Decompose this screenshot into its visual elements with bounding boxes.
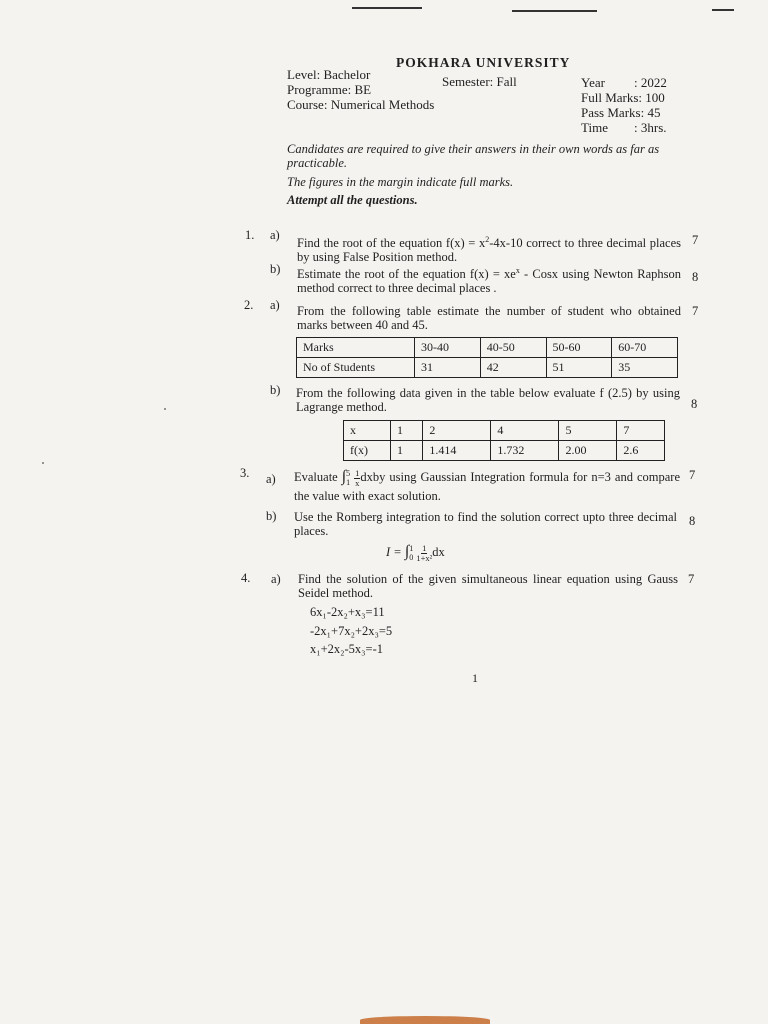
page-number: 1	[472, 671, 478, 685]
instruction-words: Candidates are required to give their answers in their own words as far as practicable.	[287, 142, 660, 170]
table-cell: 1.414	[423, 441, 491, 461]
table-cell: 2.6	[617, 441, 665, 461]
table-cell: 30-40	[415, 338, 481, 358]
question-3a-text	[294, 468, 680, 505]
table-cell: x	[344, 421, 391, 441]
fraction-denominator: 1+x²	[416, 552, 433, 563]
lagrange-table	[343, 420, 665, 461]
question-3b-text: Use the Romberg integration to find the solution correct upto three decimal places.	[294, 510, 677, 538]
table-cell: 1	[391, 421, 423, 441]
time-value: : 3hrs.	[634, 120, 667, 135]
table-cell: 2	[423, 421, 491, 441]
integrand-fraction	[416, 544, 432, 563]
university-name: POKHARA UNIVERSITY	[396, 55, 571, 70]
table-cell: 40-50	[480, 338, 546, 358]
question-1-number: 1.	[245, 228, 255, 242]
table-cell: 31	[415, 358, 481, 378]
question-1b-exponent: x	[515, 266, 520, 275]
question-3b-label: b)	[266, 509, 277, 523]
table-cell: 60-70	[612, 338, 678, 358]
question-2a-label: a)	[270, 298, 280, 312]
integral-sign-icon: ∫	[341, 468, 347, 485]
level: Level: Bachelor	[287, 67, 371, 82]
table-row	[344, 421, 665, 441]
table-row	[297, 358, 678, 378]
integral-sign-icon: ∫	[404, 543, 410, 560]
integral-limits	[346, 469, 350, 487]
question-1b-text	[297, 264, 681, 295]
fraction-numerator: 1	[422, 542, 427, 553]
table-cell: 1	[391, 441, 423, 461]
question-1a-marks: 7	[692, 233, 699, 247]
table-row	[344, 441, 665, 461]
scan-mark-middle	[512, 10, 597, 12]
question-4a-text: Find the solution of the given simultaneous linear equation using Gauss Seidel method.	[298, 572, 678, 600]
programme: Programme: BE	[287, 82, 372, 97]
question-2a-marks: 7	[692, 304, 699, 318]
course: Course: Numerical Methods	[287, 97, 435, 112]
question-4a-marks: 7	[688, 572, 695, 586]
question-3a-label: a)	[266, 472, 276, 486]
marks-table	[296, 337, 678, 378]
question-2a-text: From the following table estimate the number of student who obtained marks between 40 and 45.	[297, 304, 681, 332]
question-1b-text-pre: Estimate the root of the equation f(x) = xe	[297, 267, 516, 282]
year-value: : 2022	[634, 75, 667, 90]
romberg-equation	[386, 543, 445, 563]
integral-lower-limit: 0	[409, 553, 414, 563]
table-cell: Marks	[297, 338, 415, 358]
integral-limits	[409, 544, 413, 562]
question-2b-text: From the following data given in the table below evaluate f (2.5) by using Lagrange method.	[296, 386, 680, 414]
fraction-denominator: x	[355, 477, 360, 488]
scan-speck	[164, 408, 166, 410]
integral-upper-limit: 1	[409, 544, 414, 554]
question-2b-label: b)	[270, 383, 281, 397]
time-label: Time	[581, 120, 608, 135]
table-cell: f(x)	[344, 441, 391, 461]
scan-speck	[42, 462, 44, 464]
scan-mark-right	[712, 9, 734, 11]
question-1a-label: a)	[270, 228, 280, 242]
question-1a-text-pre: Find the root of the equation f(x) = x	[297, 236, 486, 251]
question-1a-text	[297, 233, 681, 264]
table-cell: 2.00	[559, 441, 617, 461]
question-2-number: 2.	[244, 298, 254, 312]
scan-smudge	[360, 1016, 490, 1024]
table-cell: 7	[617, 421, 665, 441]
fraction-numerator: 1	[355, 467, 360, 478]
pass-marks: Pass Marks: 45	[581, 105, 661, 120]
table-cell: 50-60	[546, 338, 612, 358]
question-3a-marks: 7	[689, 468, 696, 482]
question-2b-marks: 8	[691, 397, 698, 411]
table-cell: No of Students	[297, 358, 415, 378]
question-1a-text-post: -4x-10 correct to three decimal places by using False Position method.	[297, 236, 681, 265]
table-cell: 42	[480, 358, 546, 378]
year-label: Year	[581, 75, 605, 90]
equation-1: 6x₁-2x₂+x₃=11	[310, 605, 385, 619]
question-3-number: 3.	[240, 466, 250, 480]
table-cell: 5	[559, 421, 617, 441]
integral-lower-limit: 1	[346, 478, 351, 488]
table-cell: 1.732	[491, 441, 559, 461]
scan-mark-left	[352, 7, 422, 9]
equation-3: x₁+2x₂-5x₃=-1	[310, 642, 383, 656]
table-cell: 51	[546, 358, 612, 378]
question-3b-marks: 8	[689, 514, 696, 528]
full-marks: Full Marks: 100	[581, 90, 665, 105]
question-4a-label: a)	[271, 572, 281, 586]
question-1a-exponent: 2	[485, 235, 490, 244]
question-1b-label: b)	[270, 262, 281, 276]
integral-upper-limit: 5	[346, 469, 351, 479]
equation-2: -2x₁+7x₂+2x₃=5	[310, 624, 393, 638]
table-cell: 4	[491, 421, 559, 441]
question-3a-text-post: dxby using Gaussian Integration formula for n=3 and compare the value with exact solution.	[294, 470, 681, 503]
semester: Semester: Fall	[442, 74, 517, 89]
instruction-attempt: Attempt all the questions.	[287, 193, 418, 207]
instruction-margin: The figures in the margin indicate full marks.	[287, 175, 514, 189]
table-cell: 35	[612, 358, 678, 378]
equation-lhs: I =	[386, 545, 402, 559]
equation-tail: dx	[432, 545, 445, 559]
question-1b-text-post: - Cosx using Newton Raphson method correct to three decimal places .	[297, 267, 681, 296]
table-row	[297, 338, 678, 358]
question-3a-evaluate: Evaluate	[294, 470, 338, 484]
question-1b-marks: 8	[692, 270, 699, 284]
question-4-number: 4.	[241, 571, 251, 585]
